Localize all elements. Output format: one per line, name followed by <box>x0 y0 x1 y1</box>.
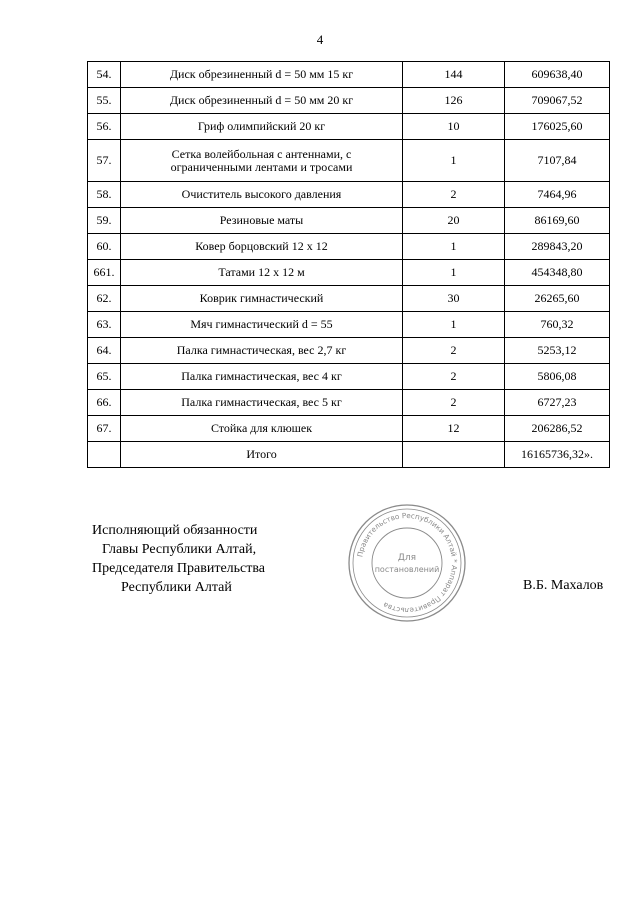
table-row <box>88 62 610 88</box>
item-name-line-2: ограниченными лентами и тросами <box>170 159 353 174</box>
item-name: Резиновые маты <box>121 208 403 234</box>
item-sum: 454348,80 <box>505 260 610 286</box>
row-number: 59. <box>88 208 121 234</box>
item-name: Стойка для клюшек <box>121 416 403 442</box>
item-name: Очиститель высокого давления <box>121 182 403 208</box>
table-row <box>88 208 610 234</box>
items-table <box>87 61 610 468</box>
stamp-ring-textpath: Правительство Республики Алтай * Аппарат Правительства <box>355 510 460 616</box>
row-number: 55. <box>88 88 121 114</box>
item-quantity: 20 <box>403 208 505 234</box>
official-stamp <box>346 502 468 624</box>
row-number: 60. <box>88 234 121 260</box>
item-sum: 176025,60 <box>505 114 610 140</box>
item-sum: 6727,23 <box>505 390 610 416</box>
table-row <box>88 390 610 416</box>
item-quantity: 1 <box>403 234 505 260</box>
item-name: Палка гимнастическая, вес 2,7 кг <box>121 338 403 364</box>
total-row <box>88 442 610 468</box>
item-quantity: 2 <box>403 390 505 416</box>
table-row <box>88 260 610 286</box>
table-row <box>88 234 610 260</box>
item-quantity: 2 <box>403 182 505 208</box>
item-name: Татами 12 х 12 м <box>121 260 403 286</box>
table-row <box>88 312 610 338</box>
item-sum: 609638,40 <box>505 62 610 88</box>
total-number-cell <box>88 442 121 468</box>
row-number: 58. <box>88 182 121 208</box>
row-number: 661. <box>88 260 121 286</box>
table-row <box>88 88 610 114</box>
item-name-line-1: Сетка волейбольная с антеннами, с <box>171 146 352 161</box>
item-name: Гриф олимпийский 20 кг <box>121 114 403 140</box>
item-sum: 7464,96 <box>505 182 610 208</box>
stamp-center-line-1: Для <box>397 553 417 563</box>
item-sum: 5806,08 <box>505 364 610 390</box>
table-row <box>88 338 610 364</box>
item-sum: 5253,12 <box>505 338 610 364</box>
item-sum: 709067,52 <box>505 88 610 114</box>
item-quantity: 1 <box>403 260 505 286</box>
item-sum: 760,32 <box>505 312 610 338</box>
item-name: Палка гимнастическая, вес 4 кг <box>121 364 403 390</box>
item-quantity: 30 <box>403 286 505 312</box>
item-quantity: 1 <box>403 312 505 338</box>
signatory-title <box>92 521 312 597</box>
item-name: Диск обрезиненный d = 50 мм 15 кг <box>121 62 403 88</box>
row-number: 66. <box>88 390 121 416</box>
item-name: Мяч гимнастический d = 55 <box>121 312 403 338</box>
row-number: 54. <box>88 62 121 88</box>
signatory-title-line-1: Исполняющий обязанности <box>92 523 258 538</box>
item-sum: 206286,52 <box>505 416 610 442</box>
row-number: 63. <box>88 312 121 338</box>
item-quantity: 10 <box>403 114 505 140</box>
item-quantity: 2 <box>403 364 505 390</box>
signatory-title-line-4: Республики Алтай <box>121 580 232 595</box>
row-number: 67. <box>88 416 121 442</box>
page-number: 4 <box>316 32 324 47</box>
item-quantity: 126 <box>403 88 505 114</box>
table-row <box>88 286 610 312</box>
item-name: Диск обрезиненный d = 50 мм 20 кг <box>121 88 403 114</box>
row-number: 56. <box>88 114 121 140</box>
row-number: 64. <box>88 338 121 364</box>
item-sum: 7107,84 <box>505 140 610 182</box>
signatory-title-line-2: Главы Республики Алтай, <box>102 542 257 557</box>
table-row <box>88 182 610 208</box>
stamp-inner-ring <box>353 509 461 617</box>
item-quantity: 1 <box>403 140 505 182</box>
signatory-title-line-3: Председателя Правительства <box>92 561 266 576</box>
total-sum: 16165736,32». <box>505 442 610 468</box>
row-number: 65. <box>88 364 121 390</box>
row-number: 62. <box>88 286 121 312</box>
item-name: Ковер борцовский 12 х 12 <box>121 234 403 260</box>
item-quantity: 12 <box>403 416 505 442</box>
stamp-center-line-2: постановлений <box>374 565 440 574</box>
total-quantity-cell <box>403 442 505 468</box>
table-row <box>88 416 610 442</box>
row-number: 57. <box>88 140 121 182</box>
table-row <box>88 364 610 390</box>
total-label: Итого <box>121 442 403 468</box>
stamp-outer-ring <box>349 505 465 621</box>
item-sum: 86169,60 <box>505 208 610 234</box>
item-quantity: 144 <box>403 62 505 88</box>
table-row <box>88 140 610 182</box>
item-sum: 289843,20 <box>505 234 610 260</box>
item-quantity: 2 <box>403 338 505 364</box>
stamp-center-ring <box>372 528 442 598</box>
signer-name: В.Б. Махалов <box>523 578 604 593</box>
table-row <box>88 114 610 140</box>
item-name <box>121 140 403 182</box>
item-sum: 26265,60 <box>505 286 610 312</box>
item-name: Палка гимнастическая, вес 5 кг <box>121 390 403 416</box>
item-name: Коврик гимнастический <box>121 286 403 312</box>
